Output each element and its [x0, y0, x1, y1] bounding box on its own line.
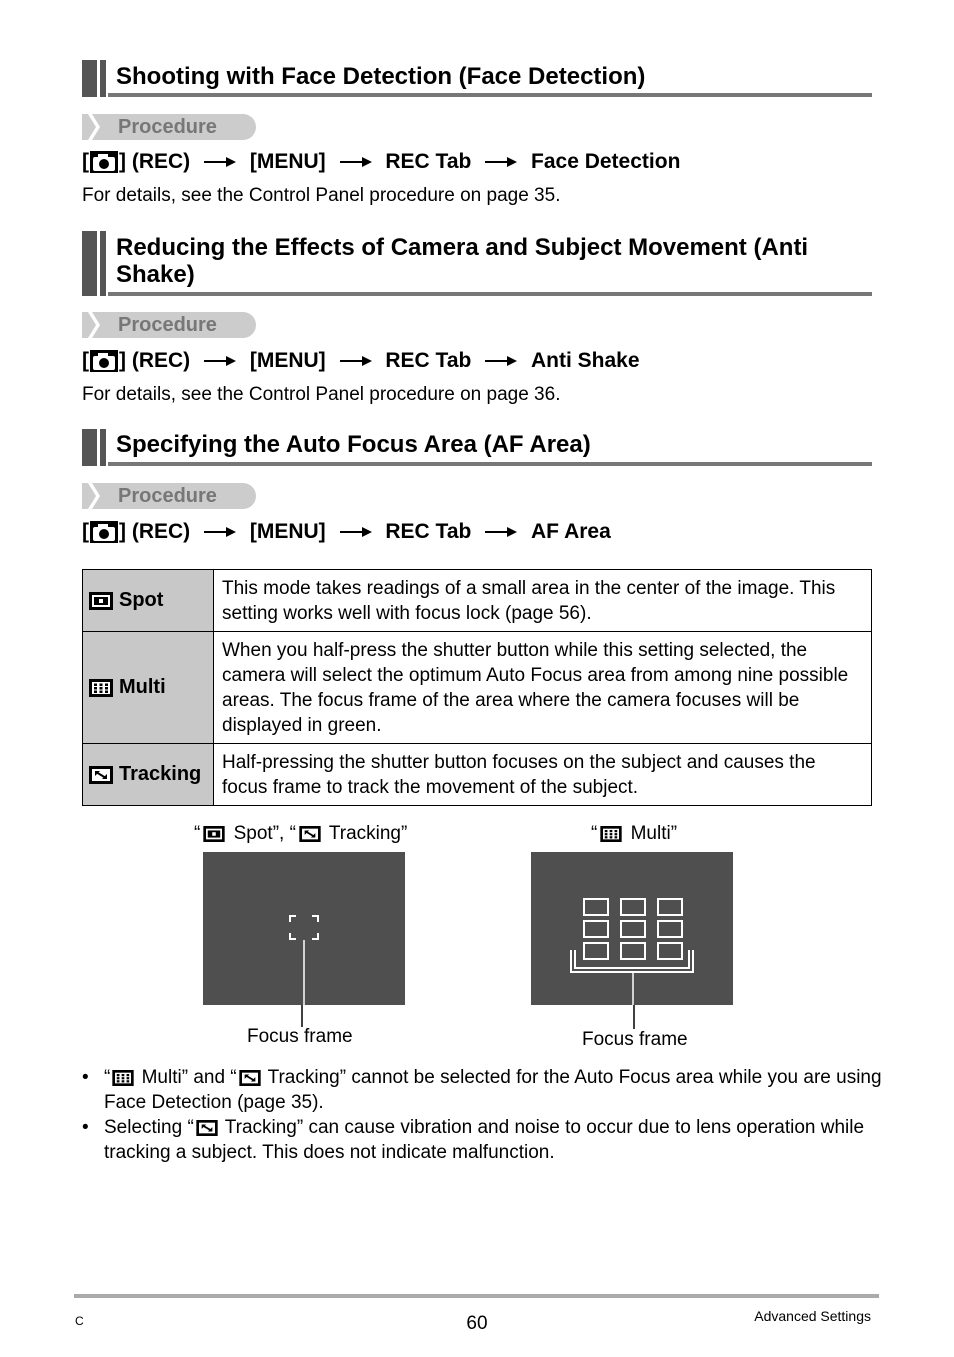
camera-icon: [90, 151, 118, 173]
arrow-right-icon: [204, 157, 236, 167]
page-number: 60: [466, 1313, 488, 1334]
details-text: For details, see the Control Panel procedure on page 36.: [82, 384, 561, 405]
procedure-label: Procedure: [118, 116, 217, 138]
mode-description: When you half-press the shutter button while this setting selected, the camera will select the optimum Auto Focus area from among nine possible areas. The focus frame of the area where the camera focuses will be displayed in green.: [214, 632, 872, 744]
path-step: (REC): [131, 150, 191, 174]
footer-chapter: Advanced Settings: [754, 1308, 871, 1324]
arrow-right-icon: [340, 157, 372, 167]
bullet: •: [82, 1067, 89, 1088]
arrow-right-icon: [340, 527, 372, 537]
spot-icon: [89, 592, 113, 610]
section-title: Shooting with Face Detection (Face Detection): [116, 63, 646, 90]
section-title: Specifying the Auto Focus Area (AF Area): [116, 431, 591, 458]
mode-label: Spot: [119, 589, 164, 612]
callout-line: [632, 1005, 636, 1029]
bullet: •: [82, 1117, 89, 1138]
footer-code: C: [75, 1314, 84, 1328]
multi-screen-illustration: [531, 852, 733, 1005]
mode-cell: [83, 570, 214, 632]
procedure-label: Procedure: [118, 485, 217, 507]
multi-icon: [89, 679, 113, 697]
path-step: REC Tab: [385, 520, 472, 544]
figure-caption-multi: “ Multi”: [591, 823, 678, 844]
menu-path: [ ] (REC) [MENU] REC Tab AF Area: [82, 520, 611, 544]
path-step: (REC): [131, 349, 191, 373]
tracking-icon: [239, 1070, 261, 1086]
path-step: REC Tab: [385, 349, 472, 373]
focus-frame-bracket-icon: [203, 852, 405, 1005]
mode-label: Tracking: [119, 763, 202, 786]
path-step: REC Tab: [385, 150, 472, 174]
multi-icon: [600, 826, 622, 842]
menu-path: [ ] (REC) [MENU] REC Tab Anti Shake: [82, 349, 640, 373]
path-step: [MENU]: [249, 150, 326, 174]
section-heading-face-detection: [82, 60, 872, 97]
focus-frame-label: Focus frame: [247, 1026, 353, 1047]
path-step: Anti Shake: [531, 349, 640, 373]
multi-icon: [112, 1070, 134, 1086]
mode-description: Half-pressing the shutter button focuses on the subject and causes the focus frame to track the movement of the subject.: [214, 744, 872, 806]
table-row: [83, 570, 872, 632]
tracking-icon: [299, 826, 321, 842]
mode-cell: [83, 744, 214, 806]
path-step: Face Detection: [531, 150, 681, 174]
procedure-badge: [82, 312, 256, 338]
path-step: [MENU]: [249, 349, 326, 373]
procedure-badge: [82, 114, 256, 140]
arrow-right-icon: [485, 356, 517, 366]
path-step: [MENU]: [249, 520, 326, 544]
procedure-badge: [82, 483, 256, 509]
spot-screen-illustration: [203, 852, 405, 1005]
spot-icon: [203, 826, 225, 842]
focus-frame-label: Focus frame: [582, 1029, 688, 1050]
menu-path: [ ] (REC) [MENU] REC Tab Face Detection: [82, 150, 681, 174]
note-item: • Selecting “ Tracking” can cause vibration and noise to occur due to lens operation while tracking a subject. This does not indicate malfunction.: [82, 1117, 865, 1163]
arrow-right-icon: [340, 356, 372, 366]
callout-line: [300, 1005, 304, 1027]
mode-cell: [83, 632, 214, 744]
tracking-icon: [196, 1120, 218, 1136]
section-heading-af-area: [82, 429, 872, 466]
arrow-right-icon: [485, 527, 517, 537]
path-step: (REC): [131, 520, 191, 544]
arrow-right-icon: [485, 157, 517, 167]
mode-label: Multi: [119, 676, 166, 699]
table-row: [83, 744, 872, 806]
table-row: [83, 632, 872, 744]
note-item: • “ Multi” and “ Tracking” cannot be selected for the Auto Focus area while you are using Face Detection (page 35).: [82, 1067, 882, 1113]
figure-caption-spot-tracking: “ Spot”, “ Tracking”: [194, 823, 408, 844]
footer-rule: [74, 1294, 879, 1298]
arrow-right-icon: [204, 356, 236, 366]
details-text: For details, see the Control Panel procedure on page 35.: [82, 185, 561, 206]
camera-icon: [90, 350, 118, 372]
focus-frame-grid-icon: [531, 852, 733, 1005]
section-title: Reducing the Effects of Camera and Subject Movement (Anti Shake): [116, 234, 809, 288]
procedure-label: Procedure: [118, 314, 217, 336]
camera-icon: [90, 521, 118, 543]
path-step: AF Area: [531, 520, 611, 544]
tracking-icon: [89, 766, 113, 784]
mode-description: This mode takes readings of a small area in the center of the image. This setting works well with focus lock (page 56).: [214, 570, 872, 632]
af-area-table: [82, 569, 872, 806]
arrow-right-icon: [204, 527, 236, 537]
section-heading-anti-shake: [82, 231, 872, 296]
